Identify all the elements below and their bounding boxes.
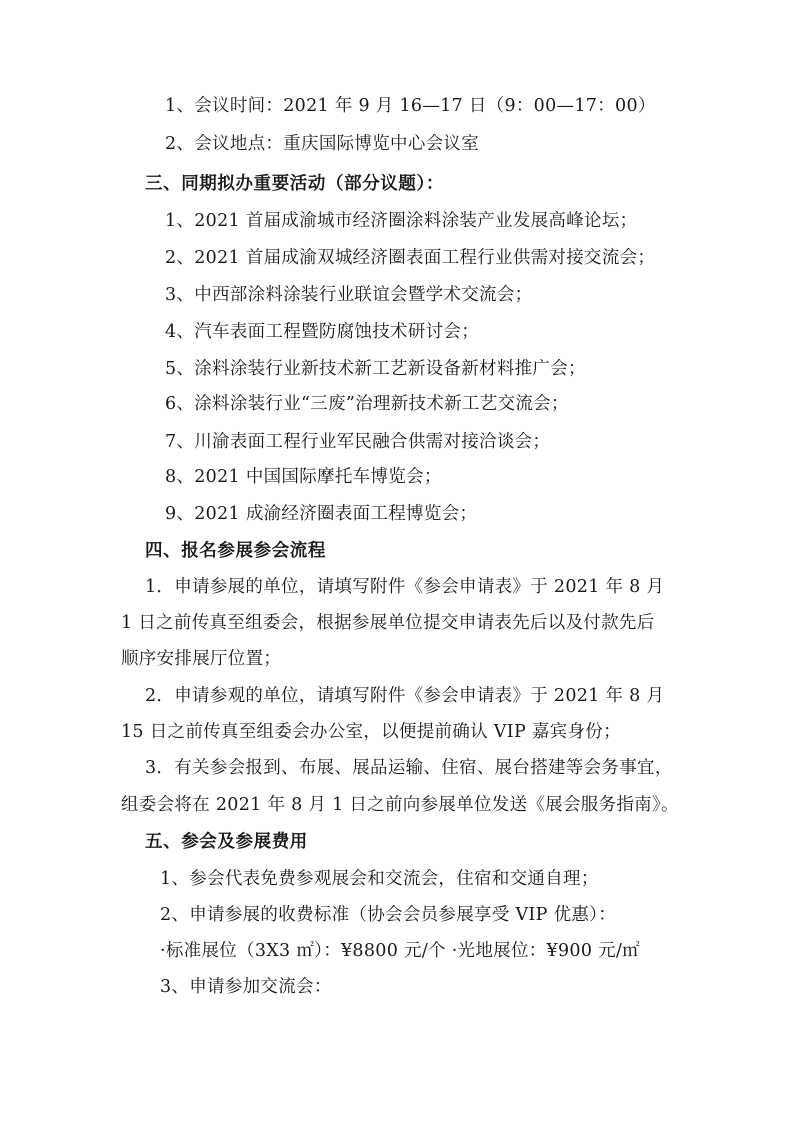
activity-item-9: 9、2021 成渝经济圈表面工程博览会； — [165, 504, 478, 524]
activity-item-1: 1、2021 首届成渝城市经济圈涂料涂装产业发展高峰论坛； — [165, 211, 638, 231]
section-heading-registration: 四、报名参展参会流程 — [145, 541, 326, 561]
section-heading-activities: 三、同期拟办重要活动（部分议题）： — [145, 174, 444, 194]
registration-paragraph-2-line-1: 2．申请参观的单位，请填写附件《参会申请表》于 2021 年 8 月 — [145, 686, 665, 706]
activity-item-5: 5、涂料涂装行业新技术新工艺新设备新材料推广会； — [165, 359, 586, 379]
fee-item-2: 2、申请参展的收费标准（协会会员参展享受 VIP 优惠）： — [160, 905, 617, 925]
registration-paragraph-2-line-2: 15 日之前传真至组委会办公室，以便提前确认 VIP 嘉宾身份； — [121, 722, 621, 742]
booth-price-line: ·标准展位（3X3 ㎡）：¥8800 元/个 ·光地展位：¥900 元/㎡ — [160, 941, 640, 961]
fee-item-1: 1、参会代表免费参观展会和交流会，住宿和交通自理； — [160, 869, 599, 889]
registration-paragraph-3-line-2: 组委会将在 2021 年 8 月 1 日之前向参展单位发送《展会服务指南》。 — [121, 795, 679, 815]
registration-paragraph-3-line-1: 3．有关参会报到、布展、展品运输、住宿、展台搭建等会务事宜， — [145, 758, 673, 778]
activity-item-2: 2、2021 首届成渝双城经济圈表面工程行业供需对接交流会； — [165, 248, 656, 268]
meeting-time-line: 1、会议时间：2021 年 9 月 16—17 日（9：00—17：00） — [165, 96, 656, 116]
activity-item-4: 4、汽车表面工程暨防腐蚀技术研讨会； — [165, 322, 480, 342]
activity-item-6: 6、涂料涂装行业“三废”治理新技术新工艺交流会； — [165, 394, 569, 414]
section-heading-fees: 五、参会及参展费用 — [145, 832, 308, 852]
activity-item-7: 7、川渝表面工程行业军民融合供需对接洽谈会； — [165, 432, 551, 452]
activity-item-3: 3、中西部涂料涂装行业联谊会暨学术交流会； — [165, 285, 533, 305]
meeting-location-line: 2、会议地点：重庆国际博览中心会议室 — [165, 134, 480, 154]
activity-item-8: 8、2021 中国国际摩托车博览会； — [165, 467, 442, 487]
registration-paragraph-1-line-1: 1．申请参展的单位，请填写附件《参会申请表》于 2021 年 8 月 — [145, 577, 665, 597]
fee-item-3: 3、申请参加交流会： — [160, 977, 332, 997]
registration-paragraph-1-line-2: 1 日之前传真至组委会，根据参展单位提交申请表先后以及付款先后 — [121, 613, 655, 633]
registration-paragraph-1-line-3: 顺序安排展厅位置； — [121, 649, 282, 669]
